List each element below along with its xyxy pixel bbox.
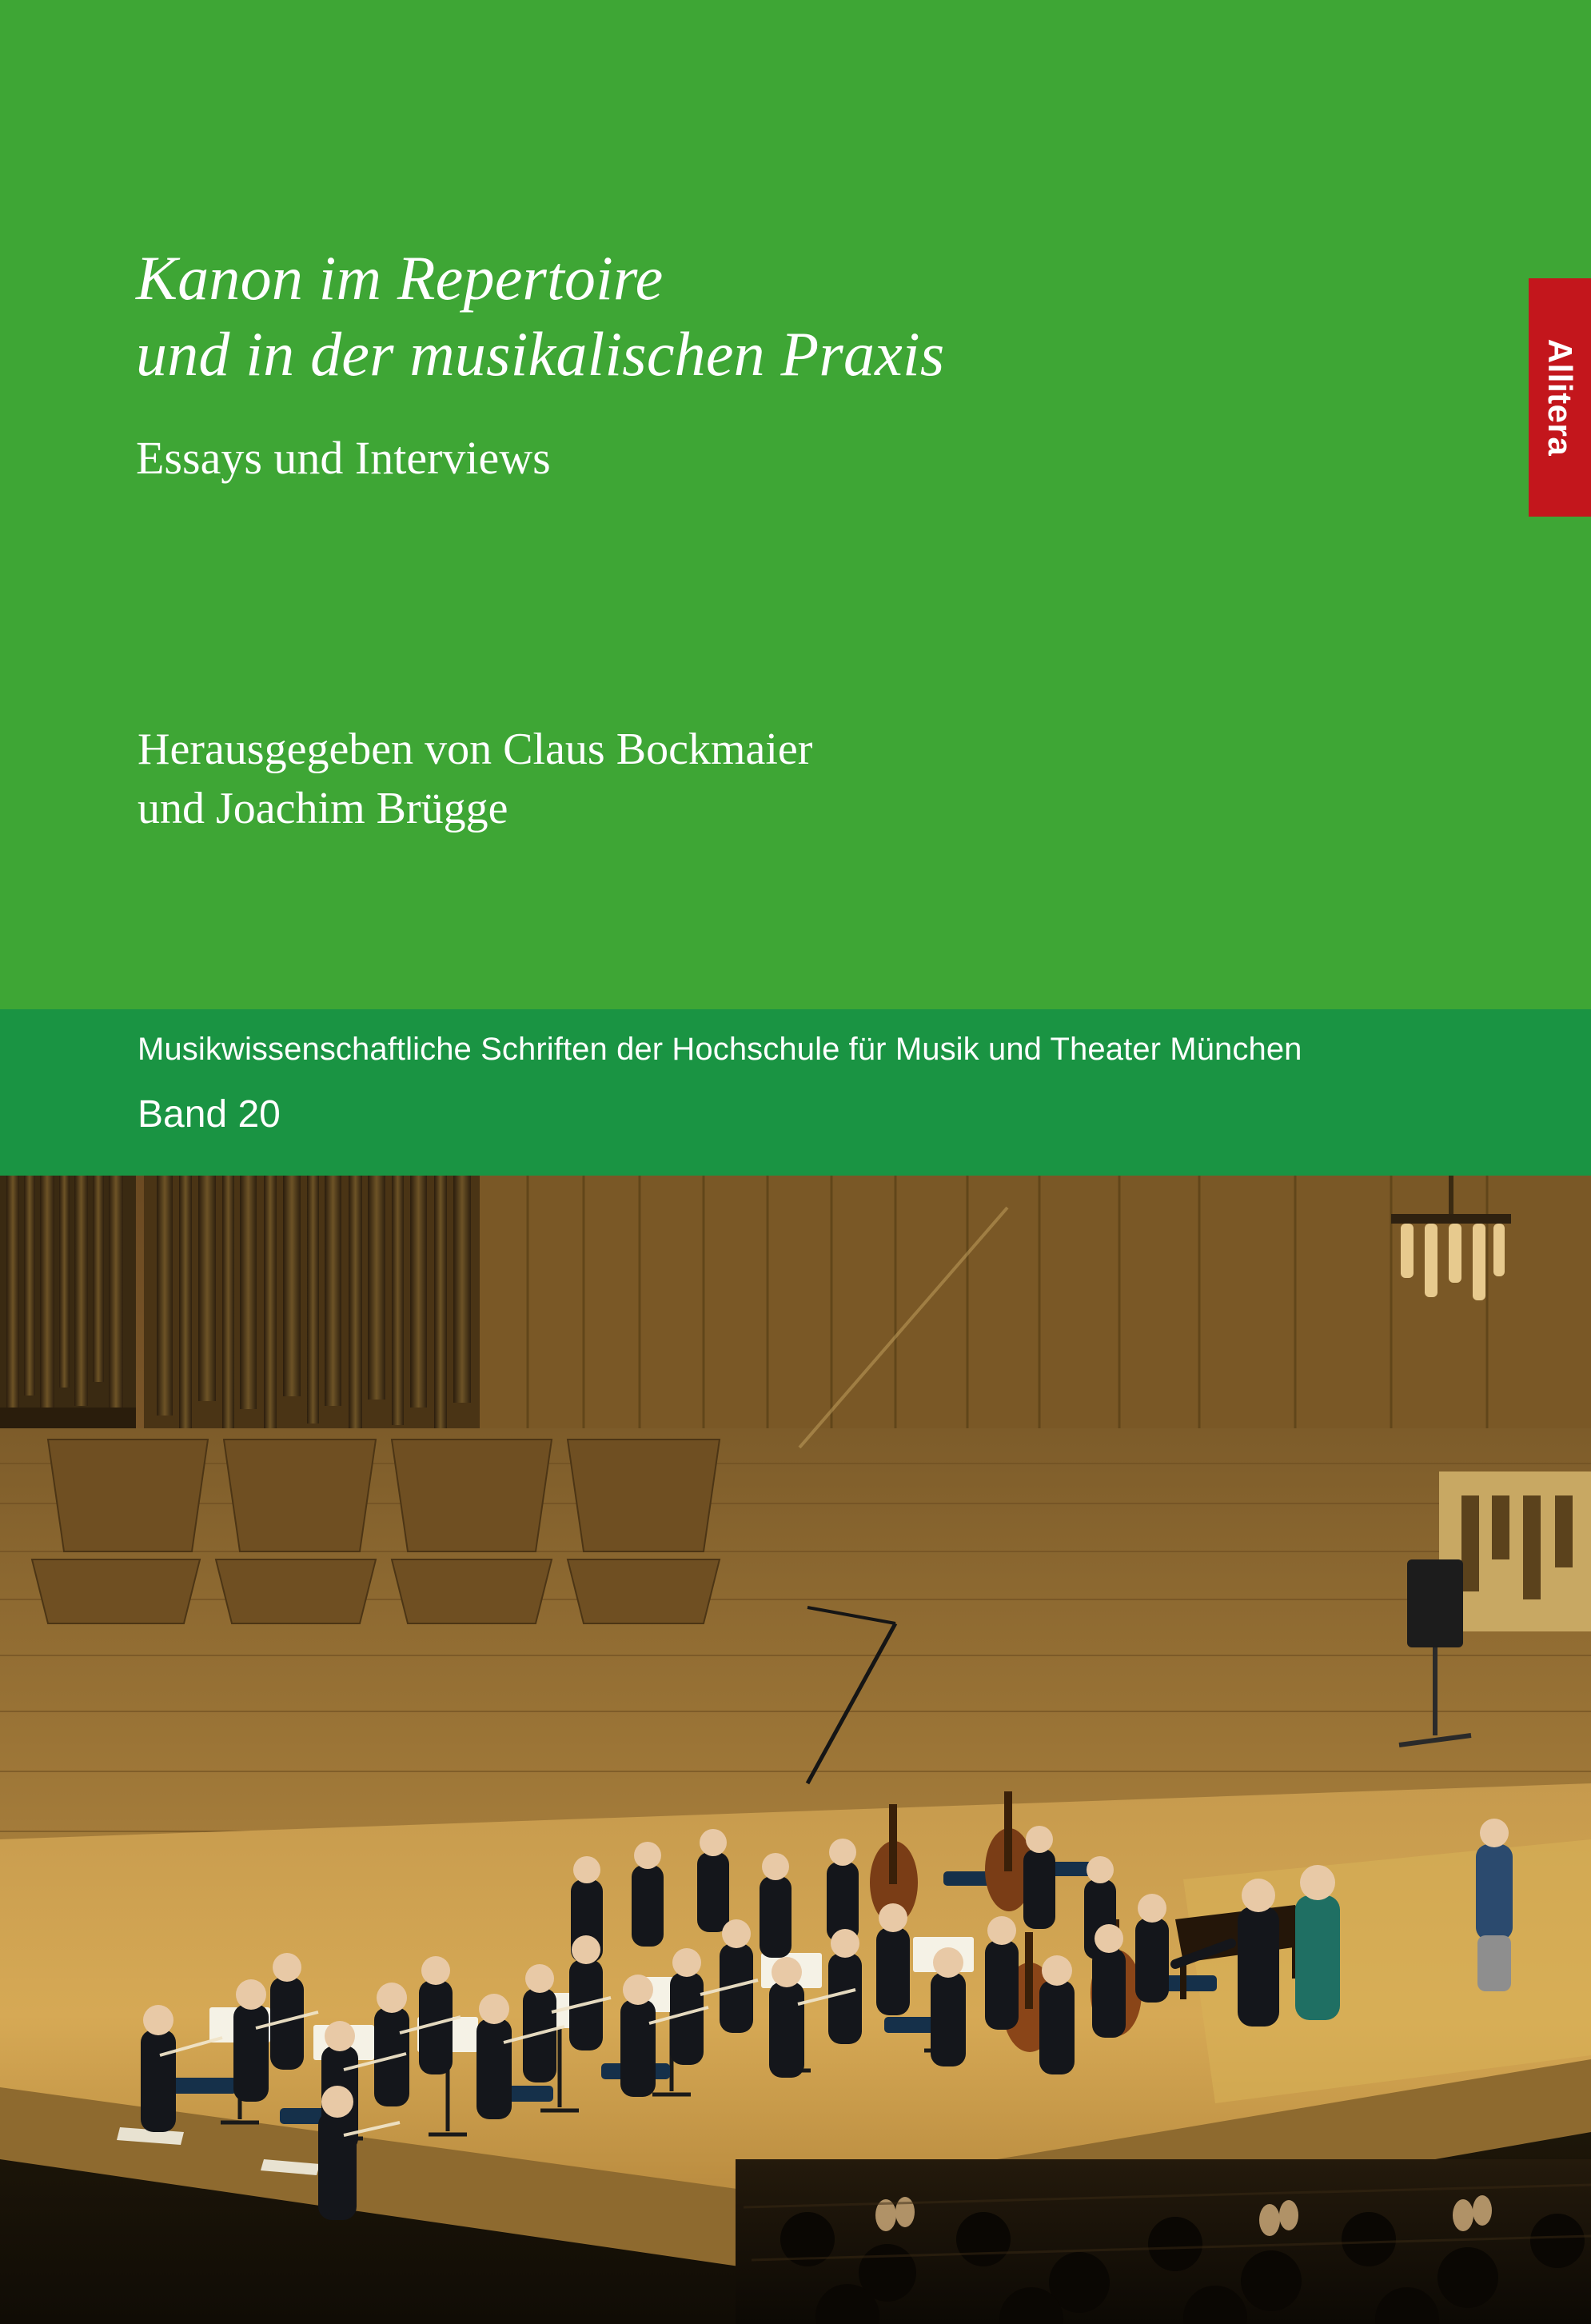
page-subtitle: Essays und Interviews [136,432,551,485]
editor-line-2: und Joachim Brügge [138,784,508,834]
publisher-label: Allitera [1541,338,1580,457]
editor-line-1: Herausgegeben von Claus Bockmaier [138,725,813,774]
series-name: Musikwissenschaftliche Schriften der Hochschule für Musik und Theater München [138,1032,1302,1067]
editors-block [138,720,1257,839]
cover-photograph [0,1176,1591,2324]
series-band [0,1009,1591,1176]
publisher-badge [1529,278,1591,517]
page-title-line-1: Kanon im Repertoire [136,243,664,313]
cover-top-area [0,0,1591,1009]
series-volume: Band 20 [138,1093,281,1136]
title-block [136,240,1335,486]
page-title-line-2: und in der musikalischen Praxis [136,319,945,389]
